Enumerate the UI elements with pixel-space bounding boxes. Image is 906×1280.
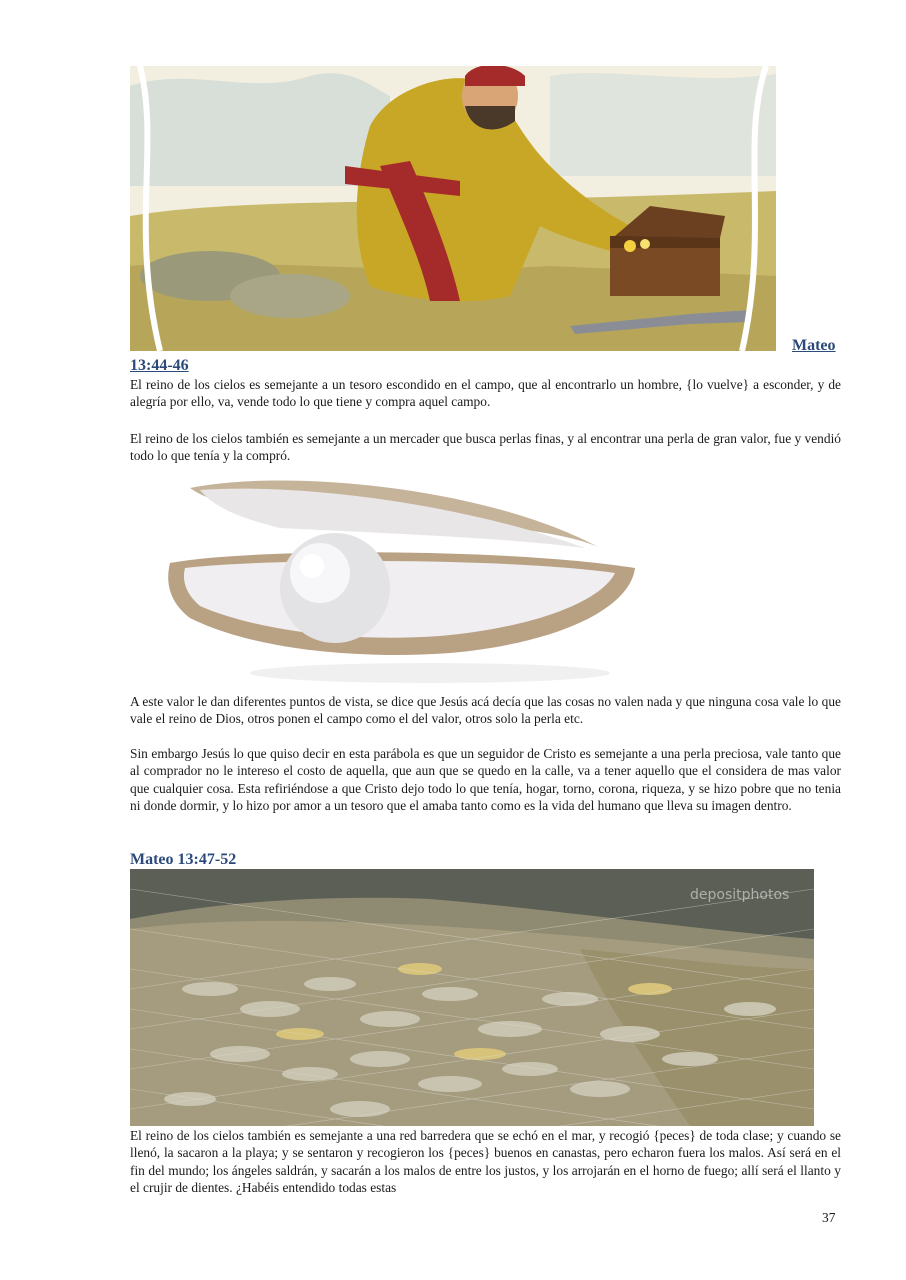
treasure-illustration <box>130 66 776 351</box>
scripture-ref-net: Mateo 13:47-52 <box>130 851 237 868</box>
watermark-text: depositphotos <box>690 887 790 903</box>
paragraph-net: El reino de los cielos también es semejante a una red barredera que se echó en el mar, y recogió {peces} de toda clase; y cuando se llenó, la sacaron a la playa; y se sentaron y recogieron los {peces} buenos en canastas, pero echaron fuera los malos. Así será en el fin del mundo; los ángeles saldrán, y sacarán a los malos de entre los justos, y los arrojarán en el horno de fuego; allí será el llanto y el crujir de dientes. ¿Habéis entendido todas estas <box>130 1128 841 1196</box>
pearl-oyster-image <box>130 468 648 688</box>
scripture-ref-part1: Mateo <box>792 337 836 354</box>
page-number: 37 <box>822 1210 836 1225</box>
paragraph-treasure: El reino de los cielos es semejante a un tesoro escondido en el campo, que al encontrarlo un hombre, {lo vuelve} a esconder, y de alegría por ello, va, vende todo lo que tiene y compra aquel campo. <box>130 377 841 410</box>
paragraph-meaning: Sin embargo Jesús lo que quiso decir en esta parábola es que un seguidor de Cristo es semejante a una perla preciosa, vale tanto que al comprador no le intereso el costo de aquella, que aun que se quedo en la calle, va a tener aquello que el considera de mas valor que cualquier cosa. Esta refiriéndose a que Cristo dejo todo lo que tenía, hogar, torno, corona, riqueza, y se hizo pobre que no tenia ni donde dormir, y lo hizo por amor a un tesoro que el amaba tanto como es la vida del humano que lleva su imagen dentro. <box>130 746 841 814</box>
fishing-net-image <box>130 869 814 1126</box>
paragraph-merchant: El reino de los cielos también es semejante a un mercader que busca perlas finas, y al encontrar una perla de gran valor, fue y vendió todo lo que tenía y la compró. <box>130 431 841 464</box>
scripture-ref-part2: 13:44-46 <box>130 357 189 374</box>
paragraph-value: A este valor le dan diferentes puntos de vista, se dice que Jesús acá decía que las cosas no valen nada y que ninguna cosa vale lo que vale el reino de Dios, otros ponen el campo como el del valor, otros solo la perla etc. <box>130 694 841 727</box>
